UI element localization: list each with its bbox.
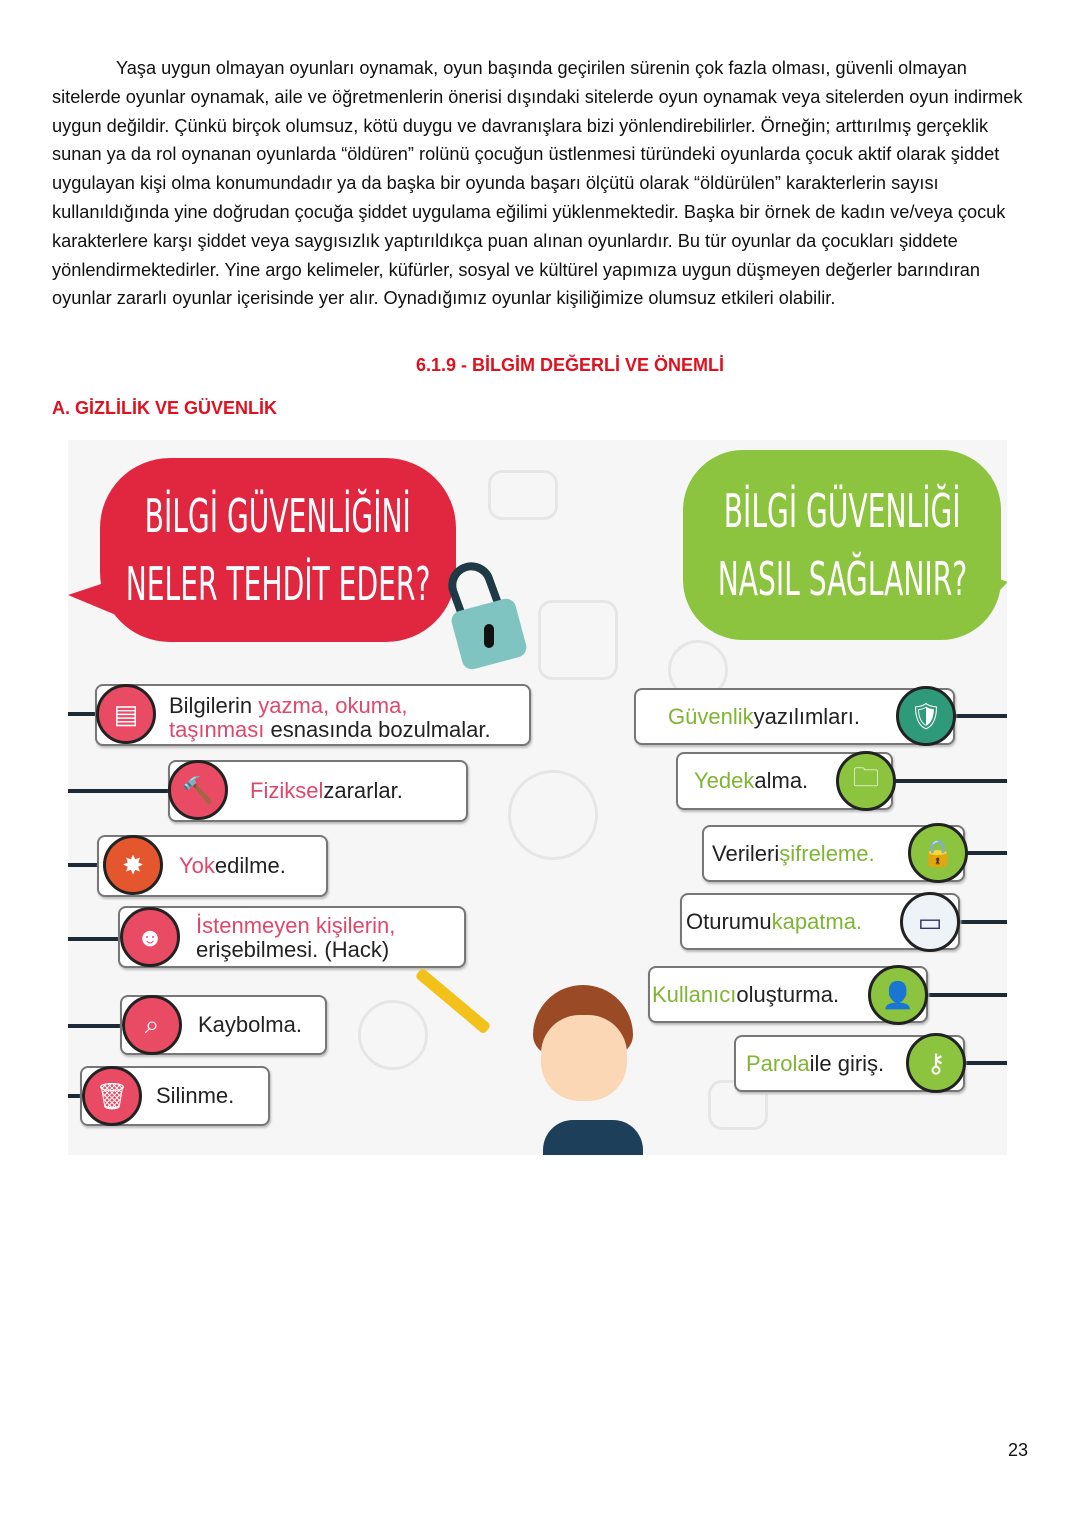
item-highlight: Yok [179,853,215,878]
item-text: edilme. [214,853,286,878]
connector-line [948,714,1007,718]
connector-line [68,789,178,793]
item-highlight: Kullanıcı [652,981,737,1007]
lock-icon: 🔒 [908,823,968,883]
item-text: Verileri [712,840,780,866]
item-text: Silinme. [156,1083,235,1108]
folders-icon: 🗀 [836,751,896,811]
item-text: yazılımları. [753,703,860,729]
infographic [68,440,1007,1155]
logout-window-icon: ▭ [900,892,960,952]
camera-bg-icon [488,470,558,520]
user-icon: 👤 [868,965,928,1025]
item-text: ile giriş. [809,1050,885,1076]
item-highlight: Yedek [694,768,755,793]
bubble-line: NASIL SAĞLANIR? [717,552,967,606]
item-highlight: Güvenlik [668,703,754,729]
bubble-line: BİLGİ GÜVENLİĞİNİ [144,489,412,543]
magnifier-icon: ⌕ [122,995,182,1055]
magnifier-bg-icon [508,770,598,860]
item-highlight: yazma, okuma, [258,693,408,718]
key-icon: ⚷ [906,1033,966,1093]
connector-line [68,1024,128,1028]
item-text: zararlar. [323,778,403,803]
laptop-shield-icon: 🛡 [896,686,956,746]
item-highlight: taşınması [169,717,265,742]
item-text: alma. [754,768,809,793]
hammer-icon: 🔨 [168,760,228,820]
item-text: erişebilmesi. (Hack) [196,937,390,962]
item-highlight: Parola [746,1050,810,1076]
bubble-line: BİLGİ GÜVENLİĞİ [723,484,961,538]
measures-bubble [683,450,1001,640]
item-text: Kaybolma. [198,1012,302,1037]
trash-icon: 🗑 [82,1066,142,1126]
item-text: esnasında bozulmalar. [264,717,491,742]
hacker-icon: ☻ [120,907,180,967]
item-text: oluşturma. [736,981,840,1007]
threats-bubble [100,458,456,642]
section-title: 6.1.9 - BİLGİM DEĞERLİ VE ÖNEMLİ [415,355,725,375]
item-highlight: kapatma. [771,908,863,934]
body-paragraph: Yaşa uygun olmayan oyunları oynamak, oyun başında geçirilen sürenin çok fazla olması, güvenli olmayan sitelerde oyunlar oynamak, aile ve öğretmenlerin önerisi dışındaki sitelerde oyun oynamak veya sitelerden oyun indirmek uygun değildir. Çünkü birçok olumsuz, kötü duygu ve davranışlara bizi yönlendirebilirler. Örneğin; arttırılmış gerçeklik sunan ya da rol oynanan oyunlarda “öldüren” rolünü çocuğun üstlenmesi türündeki oyunlarda çocuk aktif olarak şiddet uygulayan kişi olma konumundadır ya da başka bir oyunda başarı ölçütü olarak “öldürülen” karakterlerin sayısı kullanıldığında yine doğrudan çocuğa şiddet uygulama eğilimi yüklenmektedir. Başka bir örnek de kadın ve/veya çocuk karakterlere karşı şiddet veya saygısızlık yaptırıldıkça puan alınan oyunlardır. Bu tür oyunlar da çocukları şiddete yönlendirmektedirler. Yine argo kelimeler, küfürler, sosyal ve kültürel yapımıza uygun düşmeyen değerler barındıran oyunlar zararlı oyunlar içerisinde yer alır. Oynadığımız oyunlar kişiliğimize olumsuz etkileri olabilir. [52,58,1023,309]
item-highlight: İstenmeyen kişilerin, [196,913,396,938]
connector-line [923,993,1007,997]
document-icon: ▤ [96,684,156,744]
grid-bg-icon [538,600,618,680]
connector-line [888,779,1007,783]
page-number: 23 [1007,1440,1028,1460]
subsection-title: A. GİZLİLİK VE GÜVENLİK [52,398,278,418]
item-text: Oturumu [686,908,772,934]
padlock-icon [440,562,526,672]
bubble-line: NELER TEHDİT EDER? [125,557,431,611]
user-bg-icon [358,1000,428,1070]
item-highlight: şifreleme. [779,840,875,866]
connector-line [953,920,1007,924]
item-highlight: Fiziksel [250,778,324,803]
boy-illustration [513,975,673,1155]
explosion-icon: ✸ [103,835,163,895]
item-text: Bilgilerin [169,693,259,718]
threat-item [95,684,531,746]
